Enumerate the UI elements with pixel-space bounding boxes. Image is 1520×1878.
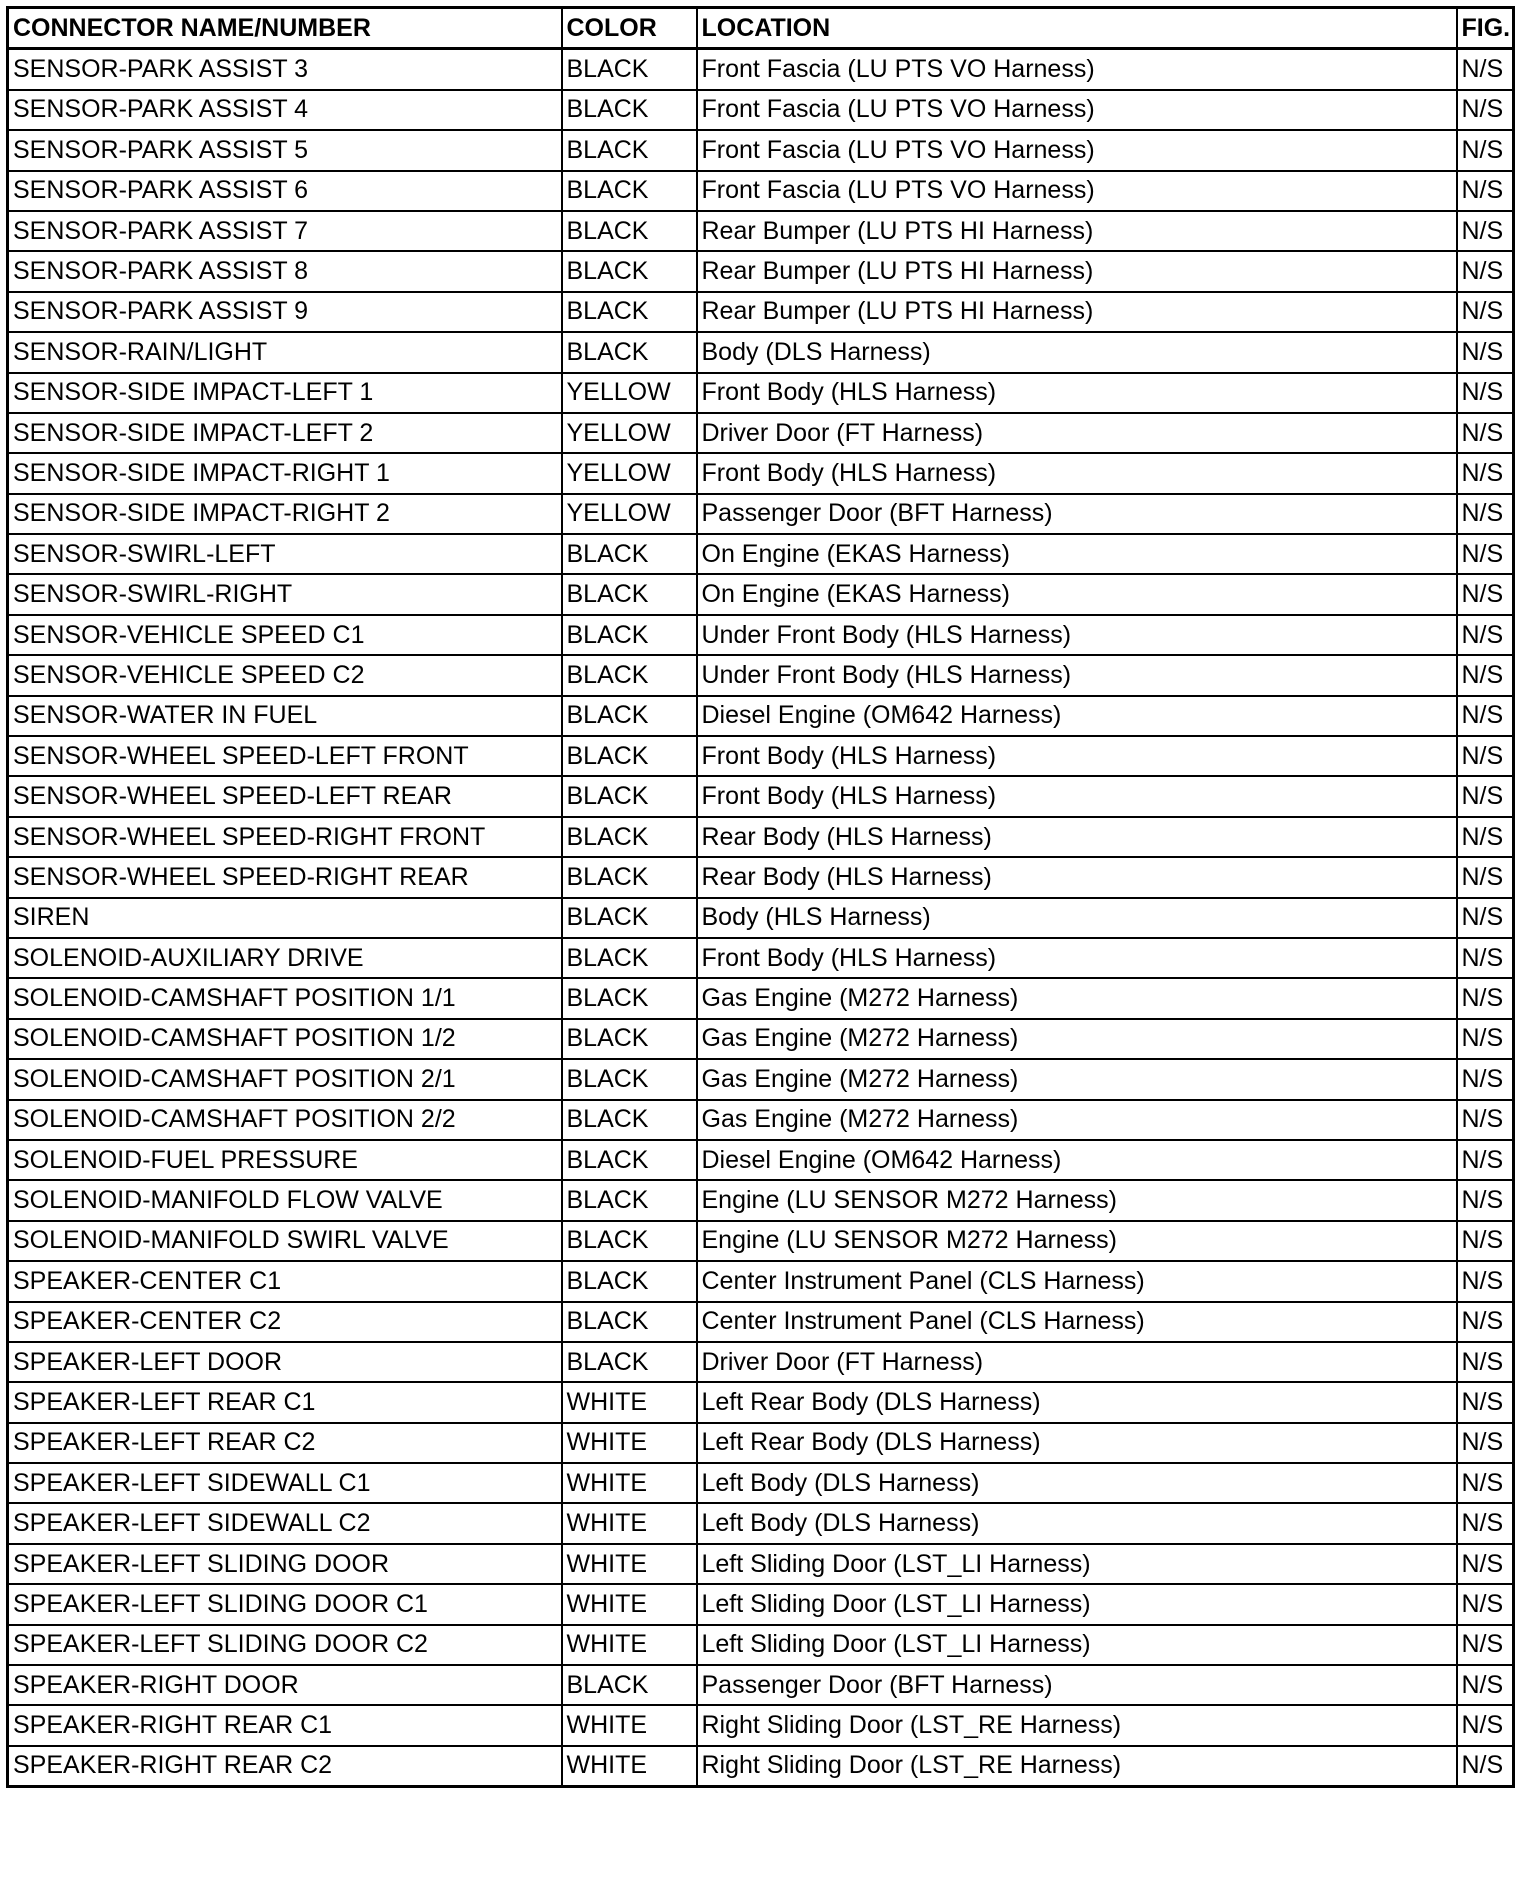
location-cell: Front Body (HLS Harness) [697,373,1457,413]
header-fig: FIG. [1457,8,1514,49]
table-row [8,494,1514,534]
fig-cell: N/S [1457,292,1514,332]
connector-name-cell: SENSOR-VEHICLE SPEED C2 [8,655,562,695]
table-row [8,1503,1514,1543]
location-cell: Front Fascia (LU PTS VO Harness) [697,130,1457,170]
location-cell: Engine (LU SENSOR M272 Harness) [697,1221,1457,1261]
location-cell: Gas Engine (M272 Harness) [697,1100,1457,1140]
connector-name-cell: SPEAKER-CENTER C1 [8,1261,562,1301]
fig-cell: N/S [1457,1100,1514,1140]
connector-name-cell: SENSOR-WATER IN FUEL [8,696,562,736]
table-row [8,736,1514,776]
color-cell: BLACK [562,978,697,1018]
connector-name-cell: SENSOR-PARK ASSIST 4 [8,90,562,130]
connector-name-cell: SENSOR-RAIN/LIGHT [8,332,562,372]
connector-name-cell: SENSOR-SIDE IMPACT-RIGHT 2 [8,494,562,534]
connector-name-cell: SENSOR-PARK ASSIST 5 [8,130,562,170]
fig-cell: N/S [1457,1503,1514,1543]
table-row [8,90,1514,130]
fig-cell: N/S [1457,1746,1514,1787]
color-cell: WHITE [562,1503,697,1543]
location-cell: Left Rear Body (DLS Harness) [697,1423,1457,1463]
fig-cell: N/S [1457,736,1514,776]
connector-name-cell: SPEAKER-LEFT SLIDING DOOR [8,1544,562,1584]
fig-cell: N/S [1457,453,1514,493]
connector-name-cell: SOLENOID-CAMSHAFT POSITION 1/2 [8,1019,562,1059]
color-cell: WHITE [562,1705,697,1745]
table-row [8,171,1514,211]
fig-cell: N/S [1457,1180,1514,1220]
header-row [8,8,1514,49]
connector-name-cell: SPEAKER-CENTER C2 [8,1302,562,1342]
table-row [8,130,1514,170]
connector-name-cell: SENSOR-SIDE IMPACT-RIGHT 1 [8,453,562,493]
location-cell: Rear Bumper (LU PTS HI Harness) [697,211,1457,251]
fig-cell: N/S [1457,1705,1514,1745]
location-cell: Rear Bumper (LU PTS HI Harness) [697,292,1457,332]
color-cell: BLACK [562,615,697,655]
fig-cell: N/S [1457,251,1514,291]
color-cell: YELLOW [562,413,697,453]
table-row [8,1584,1514,1624]
color-cell: BLACK [562,1140,697,1180]
table-row [8,251,1514,291]
color-cell: BLACK [562,776,697,816]
connector-name-cell: SPEAKER-RIGHT REAR C2 [8,1746,562,1787]
table-row [8,857,1514,897]
location-cell: Left Sliding Door (LST_LI Harness) [697,1584,1457,1624]
header-location: LOCATION [697,8,1457,49]
fig-cell: N/S [1457,534,1514,574]
color-cell: BLACK [562,696,697,736]
color-cell: BLACK [562,1180,697,1220]
color-cell: BLACK [562,1059,697,1099]
color-cell: BLACK [562,251,697,291]
fig-cell: N/S [1457,857,1514,897]
fig-cell: N/S [1457,1059,1514,1099]
table-row [8,615,1514,655]
header-connector-name: CONNECTOR NAME/NUMBER [8,8,562,49]
color-cell: BLACK [562,1342,697,1382]
fig-cell: N/S [1457,655,1514,695]
color-cell: BLACK [562,1261,697,1301]
color-cell: BLACK [562,574,697,614]
header-color: COLOR [562,8,697,49]
location-cell: Rear Body (HLS Harness) [697,857,1457,897]
connector-name-cell: SPEAKER-RIGHT DOOR [8,1665,562,1705]
connector-name-cell: SIREN [8,898,562,938]
connector-name-cell: SENSOR-SIDE IMPACT-LEFT 2 [8,413,562,453]
fig-cell: N/S [1457,211,1514,251]
color-cell: BLACK [562,938,697,978]
connector-name-cell: SENSOR-PARK ASSIST 7 [8,211,562,251]
location-cell: Rear Body (HLS Harness) [697,817,1457,857]
table-row [8,413,1514,453]
color-cell: BLACK [562,90,697,130]
table-row [8,453,1514,493]
table-row [8,292,1514,332]
location-cell: Front Body (HLS Harness) [697,736,1457,776]
fig-cell: N/S [1457,130,1514,170]
location-cell: Engine (LU SENSOR M272 Harness) [697,1180,1457,1220]
connector-name-cell: SENSOR-PARK ASSIST 3 [8,49,562,90]
color-cell: BLACK [562,817,697,857]
connector-name-cell: SENSOR-SWIRL-RIGHT [8,574,562,614]
fig-cell: N/S [1457,938,1514,978]
fig-cell: N/S [1457,776,1514,816]
location-cell: Passenger Door (BFT Harness) [697,1665,1457,1705]
color-cell: YELLOW [562,453,697,493]
connector-name-cell: SENSOR-WHEEL SPEED-LEFT FRONT [8,736,562,776]
connector-name-cell: SPEAKER-LEFT REAR C1 [8,1382,562,1422]
table-row [8,211,1514,251]
location-cell: Driver Door (FT Harness) [697,413,1457,453]
connector-name-cell: SENSOR-PARK ASSIST 8 [8,251,562,291]
connector-name-cell: SOLENOID-MANIFOLD SWIRL VALVE [8,1221,562,1261]
fig-cell: N/S [1457,171,1514,211]
connector-name-cell: SOLENOID-MANIFOLD FLOW VALVE [8,1180,562,1220]
color-cell: WHITE [562,1584,697,1624]
location-cell: Center Instrument Panel (CLS Harness) [697,1302,1457,1342]
location-cell: Right Sliding Door (LST_RE Harness) [697,1705,1457,1745]
fig-cell: N/S [1457,1584,1514,1624]
table-row [8,817,1514,857]
fig-cell: N/S [1457,696,1514,736]
color-cell: BLACK [562,332,697,372]
table-row [8,1261,1514,1301]
table-row [8,1342,1514,1382]
location-cell: Front Body (HLS Harness) [697,776,1457,816]
location-cell: Left Rear Body (DLS Harness) [697,1382,1457,1422]
location-cell: Driver Door (FT Harness) [697,1342,1457,1382]
color-cell: BLACK [562,1302,697,1342]
table-row [8,332,1514,372]
location-cell: Front Fascia (LU PTS VO Harness) [697,90,1457,130]
location-cell: Left Body (DLS Harness) [697,1503,1457,1543]
fig-cell: N/S [1457,978,1514,1018]
color-cell: BLACK [562,1665,697,1705]
color-cell: YELLOW [562,373,697,413]
location-cell: Left Body (DLS Harness) [697,1463,1457,1503]
table-row [8,1059,1514,1099]
connector-name-cell: SOLENOID-CAMSHAFT POSITION 1/1 [8,978,562,1018]
fig-cell: N/S [1457,1221,1514,1261]
table-row [8,49,1514,90]
connector-name-cell: SENSOR-PARK ASSIST 6 [8,171,562,211]
color-cell: BLACK [562,211,697,251]
table-row [8,1423,1514,1463]
color-cell: BLACK [562,736,697,776]
color-cell: WHITE [562,1463,697,1503]
fig-cell: N/S [1457,1665,1514,1705]
fig-cell: N/S [1457,615,1514,655]
connector-name-cell: SPEAKER-LEFT SLIDING DOOR C2 [8,1625,562,1665]
table-row [8,1180,1514,1220]
table-row [8,1382,1514,1422]
connector-name-cell: SOLENOID-CAMSHAFT POSITION 2/2 [8,1100,562,1140]
fig-cell: N/S [1457,1382,1514,1422]
location-cell: Under Front Body (HLS Harness) [697,655,1457,695]
table-row [8,696,1514,736]
table-row [8,1302,1514,1342]
connector-name-cell: SPEAKER-LEFT SLIDING DOOR C1 [8,1584,562,1624]
fig-cell: N/S [1457,1625,1514,1665]
location-cell: Rear Bumper (LU PTS HI Harness) [697,251,1457,291]
connector-name-cell: SENSOR-WHEEL SPEED-LEFT REAR [8,776,562,816]
location-cell: Right Sliding Door (LST_RE Harness) [697,1746,1457,1787]
location-cell: Diesel Engine (OM642 Harness) [697,696,1457,736]
location-cell: Passenger Door (BFT Harness) [697,494,1457,534]
location-cell: Under Front Body (HLS Harness) [697,615,1457,655]
table-body [8,49,1514,1787]
color-cell: WHITE [562,1544,697,1584]
fig-cell: N/S [1457,817,1514,857]
table-row [8,1665,1514,1705]
color-cell: WHITE [562,1423,697,1463]
fig-cell: N/S [1457,1302,1514,1342]
color-cell: BLACK [562,171,697,211]
color-cell: BLACK [562,130,697,170]
table-row [8,1746,1514,1787]
fig-cell: N/S [1457,494,1514,534]
table-row [8,574,1514,614]
table-row [8,898,1514,938]
location-cell: Diesel Engine (OM642 Harness) [697,1140,1457,1180]
color-cell: BLACK [562,898,697,938]
color-cell: BLACK [562,1100,697,1140]
table-row [8,776,1514,816]
fig-cell: N/S [1457,898,1514,938]
fig-cell: N/S [1457,1261,1514,1301]
location-cell: Front Fascia (LU PTS VO Harness) [697,49,1457,90]
fig-cell: N/S [1457,1423,1514,1463]
connector-name-cell: SENSOR-SWIRL-LEFT [8,534,562,574]
connector-name-cell: SOLENOID-FUEL PRESSURE [8,1140,562,1180]
color-cell: BLACK [562,534,697,574]
connector-name-cell: SPEAKER-RIGHT REAR C1 [8,1705,562,1745]
location-cell: Body (DLS Harness) [697,332,1457,372]
connector-name-cell: SENSOR-WHEEL SPEED-RIGHT FRONT [8,817,562,857]
location-cell: On Engine (EKAS Harness) [697,534,1457,574]
fig-cell: N/S [1457,574,1514,614]
table-row [8,1544,1514,1584]
connector-table [6,6,1515,1788]
location-cell: Front Fascia (LU PTS VO Harness) [697,171,1457,211]
color-cell: BLACK [562,292,697,332]
connector-name-cell: SENSOR-VEHICLE SPEED C1 [8,615,562,655]
connector-name-cell: SPEAKER-LEFT DOOR [8,1342,562,1382]
color-cell: YELLOW [562,494,697,534]
fig-cell: N/S [1457,49,1514,90]
connector-name-cell: SOLENOID-CAMSHAFT POSITION 2/1 [8,1059,562,1099]
table-row [8,655,1514,695]
fig-cell: N/S [1457,1463,1514,1503]
location-cell: Left Sliding Door (LST_LI Harness) [697,1625,1457,1665]
connector-name-cell: SPEAKER-LEFT REAR C2 [8,1423,562,1463]
connector-name-cell: SENSOR-PARK ASSIST 9 [8,292,562,332]
location-cell: Gas Engine (M272 Harness) [697,1059,1457,1099]
table-row [8,1625,1514,1665]
table-row [8,978,1514,1018]
table-row [8,1100,1514,1140]
table-row [8,1705,1514,1745]
connector-name-cell: SOLENOID-AUXILIARY DRIVE [8,938,562,978]
color-cell: BLACK [562,857,697,897]
location-cell: Gas Engine (M272 Harness) [697,978,1457,1018]
color-cell: BLACK [562,1019,697,1059]
connector-name-cell: SENSOR-SIDE IMPACT-LEFT 1 [8,373,562,413]
table-row [8,373,1514,413]
fig-cell: N/S [1457,1342,1514,1382]
connector-name-cell: SENSOR-WHEEL SPEED-RIGHT REAR [8,857,562,897]
color-cell: WHITE [562,1625,697,1665]
location-cell: Gas Engine (M272 Harness) [697,1019,1457,1059]
connector-name-cell: SPEAKER-LEFT SIDEWALL C1 [8,1463,562,1503]
color-cell: BLACK [562,49,697,90]
fig-cell: N/S [1457,373,1514,413]
table-row [8,1140,1514,1180]
fig-cell: N/S [1457,332,1514,372]
color-cell: BLACK [562,1221,697,1261]
connector-name-cell: SPEAKER-LEFT SIDEWALL C2 [8,1503,562,1543]
location-cell: Front Body (HLS Harness) [697,938,1457,978]
location-cell: Left Sliding Door (LST_LI Harness) [697,1544,1457,1584]
color-cell: WHITE [562,1746,697,1787]
color-cell: BLACK [562,655,697,695]
fig-cell: N/S [1457,90,1514,130]
table-row [8,1221,1514,1261]
fig-cell: N/S [1457,1544,1514,1584]
table-row [8,938,1514,978]
color-cell: WHITE [562,1382,697,1422]
location-cell: Body (HLS Harness) [697,898,1457,938]
fig-cell: N/S [1457,413,1514,453]
location-cell: Front Body (HLS Harness) [697,453,1457,493]
table-row [8,534,1514,574]
location-cell: On Engine (EKAS Harness) [697,574,1457,614]
table-row [8,1019,1514,1059]
fig-cell: N/S [1457,1019,1514,1059]
location-cell: Center Instrument Panel (CLS Harness) [697,1261,1457,1301]
fig-cell: N/S [1457,1140,1514,1180]
table-row [8,1463,1514,1503]
